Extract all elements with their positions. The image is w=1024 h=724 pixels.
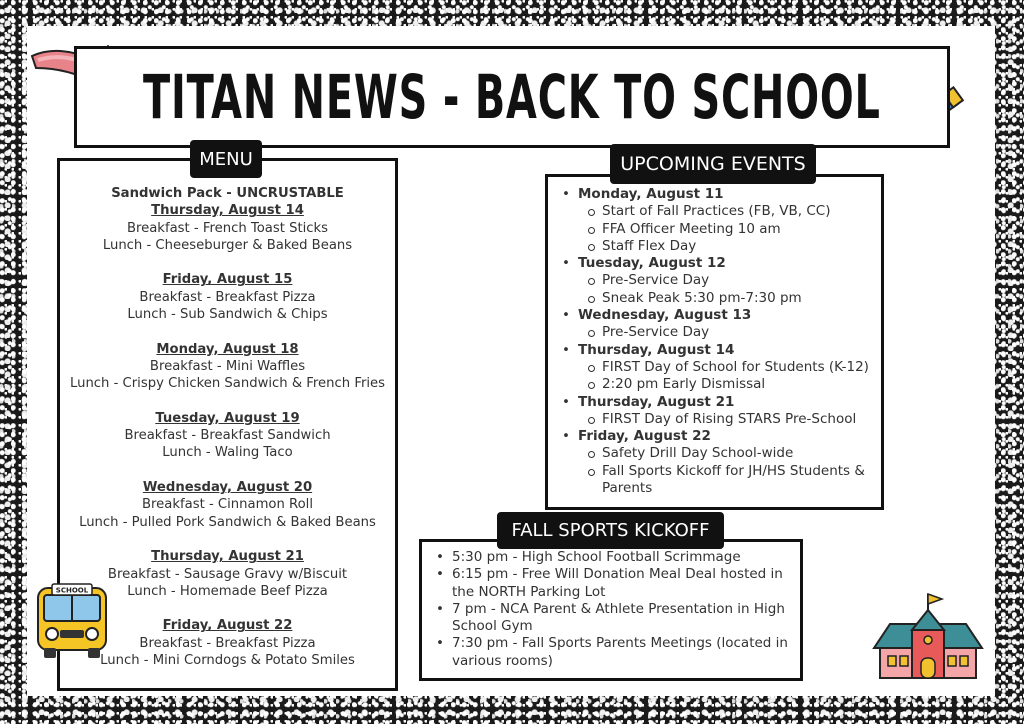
event-date: Monday, August 11 xyxy=(578,186,724,202)
sports-heading: FALL SPORTS KICKOFF xyxy=(497,512,724,549)
menu-day-heading: Thursday, August 21 xyxy=(151,549,304,565)
event-day xyxy=(562,307,881,342)
event-day xyxy=(562,186,881,255)
sports-list xyxy=(422,549,800,670)
event-item: Sneak Peak 5:30 pm-7:30 pm xyxy=(588,290,881,307)
menu-spacer xyxy=(60,323,395,340)
event-items xyxy=(578,272,881,307)
sports-panel xyxy=(419,539,803,681)
newsletter-title xyxy=(74,46,950,148)
menu-day-heading: Tuesday, August 19 xyxy=(155,410,300,426)
event-item: 2:20 pm Early Dismissal xyxy=(588,376,881,393)
event-items xyxy=(578,359,881,394)
event-items xyxy=(578,324,881,341)
event-item: Safety Drill Day School-wide xyxy=(588,445,881,462)
event-item: FIRST Day of School for Students (K-12) xyxy=(588,359,881,376)
menu-day-heading: Friday, August 22 xyxy=(162,618,293,634)
sports-item: • 6:15 pm - Free Will Donation Meal Deal hosted in the NORTH Parking Lot xyxy=(436,566,800,601)
school-bus-icon xyxy=(34,582,110,662)
schoolhouse-icon xyxy=(870,590,986,682)
event-item: Pre-Service Day xyxy=(588,272,881,289)
menu-spacer xyxy=(60,531,395,548)
menu-lunch: Lunch - Mini Corndogs & Potato Smiles xyxy=(100,653,355,669)
menu-heading: MENU xyxy=(190,140,262,178)
sports-item: • 5:30 pm - High School Football Scrimmage xyxy=(436,549,800,566)
events-panel xyxy=(545,174,884,510)
menu-spacer xyxy=(60,393,395,410)
event-day xyxy=(562,255,881,307)
event-day xyxy=(562,394,881,429)
event-date: Wednesday, August 13 xyxy=(578,307,752,324)
menu-lunch: Lunch - Pulled Pork Sandwich & Baked Beans xyxy=(79,514,376,530)
event-date: Tuesday, August 12 xyxy=(578,255,726,272)
menu-day-heading: Monday, August 18 xyxy=(156,341,299,357)
menu-breakfast: Breakfast - Mini Waffles xyxy=(149,358,306,374)
menu-breakfast: Breakfast - Breakfast Pizza xyxy=(139,289,316,305)
title-text: TITAN NEWS - BACK TO SCHOOL xyxy=(143,61,881,133)
menu-spacer xyxy=(60,600,395,617)
event-items xyxy=(578,445,881,497)
menu-lunch: Lunch - Sub Sandwich & Chips xyxy=(127,307,328,323)
menu-breakfast: Breakfast - Breakfast Sandwich xyxy=(124,428,331,444)
menu-breakfast: Breakfast - Breakfast Pizza xyxy=(139,635,316,651)
bus-sign-text: SCHOOL xyxy=(55,586,89,595)
menu-breakfast: Breakfast - Cinnamon Roll xyxy=(141,497,314,513)
event-item: FIRST Day of Rising STARS Pre-School xyxy=(588,411,881,428)
event-date: Thursday, August 14 xyxy=(578,341,735,358)
event-item: Start of Fall Practices (FB, VB, CC) xyxy=(588,203,881,220)
event-item: FFA Officer Meeting 10 am xyxy=(588,221,881,238)
event-day xyxy=(562,428,881,497)
event-day xyxy=(562,342,881,394)
events-list xyxy=(548,186,881,497)
sports-item: • 7 pm - NCA Parent & Athlete Presentation in High School Gym xyxy=(436,601,800,636)
events-heading: UPCOMING EVENTS xyxy=(610,144,816,184)
menu-spacer xyxy=(60,462,395,479)
sports-item: • 7:30 pm - Fall Sports Parents Meetings (located in various rooms) xyxy=(436,635,800,670)
event-item: Staff Flex Day xyxy=(588,238,881,255)
event-date: Thursday, August 21 xyxy=(578,393,735,410)
event-item: Pre-Service Day xyxy=(588,324,881,341)
menu-lunch: Lunch - Cheeseburger & Baked Beans xyxy=(102,237,353,253)
menu-spacer xyxy=(60,254,395,271)
menu-day-heading: Friday, August 15 xyxy=(162,272,293,288)
menu-list xyxy=(60,185,395,669)
event-items xyxy=(578,203,881,255)
menu-day-heading: Wednesday, August 20 xyxy=(142,480,313,496)
menu-breakfast: Breakfast - French Toast Sticks xyxy=(126,220,329,236)
event-items xyxy=(578,411,881,428)
menu-lunch: Lunch - Crispy Chicken Sandwich & French Fries xyxy=(69,376,386,392)
menu-day-heading: Thursday, August 14 xyxy=(151,203,304,219)
menu-lunch: Lunch - Homemade Beef Pizza xyxy=(127,583,328,599)
menu-pack-line: Sandwich Pack - UNCRUSTABLE xyxy=(111,186,344,201)
event-item: Fall Sports Kickoff for JH/HS Students & Parents xyxy=(588,463,881,498)
event-date: Friday, August 22 xyxy=(578,428,711,445)
menu-breakfast: Breakfast - Sausage Gravy w/Biscuit xyxy=(107,566,348,582)
menu-lunch: Lunch - Waling Taco xyxy=(162,445,293,461)
